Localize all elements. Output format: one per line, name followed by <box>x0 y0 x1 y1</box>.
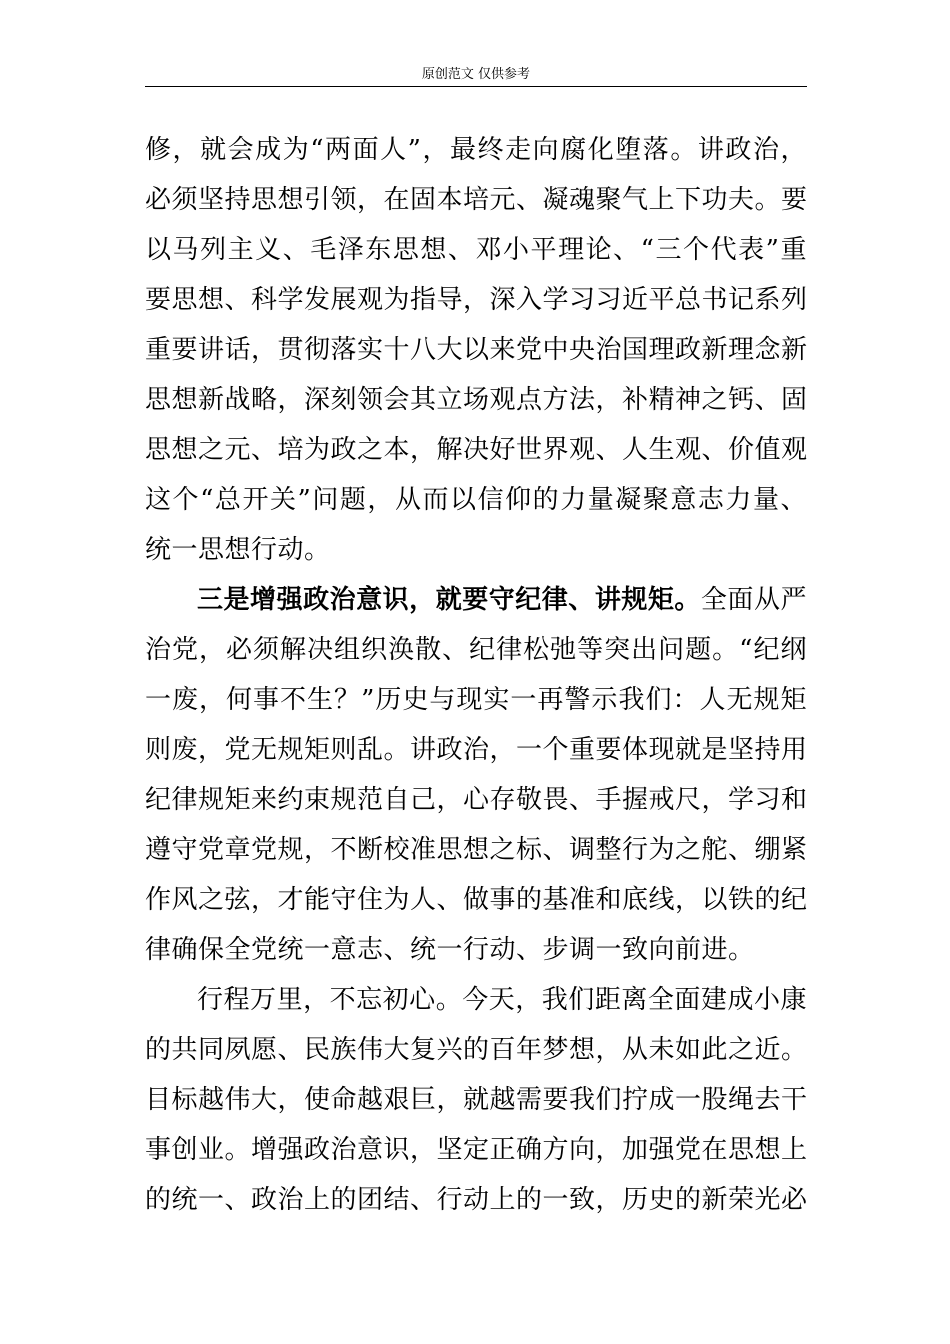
text-line: 这个“总开关”问题，从而以信仰的力量凝聚意志力量、 <box>145 485 807 515</box>
document-body <box>145 125 807 1225</box>
page-header <box>145 64 807 86</box>
text-line: 统一思想行动。 <box>145 535 331 565</box>
text-line: 事创业。增强政治意识，坚定正确方向，加强党在思想上 <box>145 1135 808 1165</box>
section-heading: 三是增强政治意识，就要守纪律、讲规矩。 <box>197 585 701 615</box>
heading-line-rest: 全面从严 <box>700 585 807 615</box>
text-line: 作风之弦，才能守住为人、做事的基准和底线，以铁的纪 <box>145 885 808 915</box>
text-line: 一废，何事不生？”历史与现实一再警示我们：人无规矩 <box>145 685 807 715</box>
text-line <box>145 575 807 625</box>
header-text: 原创范文 仅供参考 <box>421 67 531 82</box>
text-line: 以马列主义、毛泽东思想、邓小平理论、“三个代表”重 <box>145 235 807 265</box>
text-line: 要思想、科学发展观为指导，深入学习习近平总书记系列 <box>145 285 808 315</box>
text-line: 纪律规矩来约束规范自己，心存敬畏、手握戒尺，学习和 <box>145 785 808 815</box>
header-rule <box>145 86 807 87</box>
text-line: 行程万里，不忘初心。今天，我们距离全面建成小康 <box>197 985 807 1015</box>
text-line: 的统一、政治上的团结、行动上的一致，历史的新荣光必 <box>145 1185 808 1215</box>
text-line: 则废，党无规矩则乱。讲政治，一个重要体现就是坚持用 <box>145 735 808 765</box>
text-line: 思想新战略，深刻领会其立场观点方法，补精神之钙、固 <box>145 385 808 415</box>
paragraph-1 <box>145 125 807 575</box>
text-line: 目标越伟大，使命越艰巨，就越需要我们拧成一股绳去干 <box>145 1085 808 1115</box>
text-line: 重要讲话，贯彻落实十八大以来党中央治国理政新理念新 <box>145 335 808 365</box>
text-line: 修，就会成为“两面人”，最终走向腐化堕落。讲政治， <box>145 135 807 165</box>
paragraph-3 <box>145 975 807 1225</box>
paragraph-2 <box>145 575 807 975</box>
text-line: 律确保全党统一意志、统一行动、步调一致向前进。 <box>145 935 755 965</box>
text-line: 的共同夙愿、民族伟大复兴的百年梦想，从未如此之近。 <box>145 1035 808 1065</box>
text-line: 治党，必须解决组织涣散、纪律松弛等突出问题。“纪纲 <box>145 635 807 665</box>
text-line: 必须坚持思想引领，在固本培元、凝魂聚气上下功夫。要 <box>145 185 808 215</box>
text-line: 思想之元、培为政之本，解决好世界观、人生观、价值观 <box>145 435 808 465</box>
text-line: 遵守党章党规，不断校准思想之标、调整行为之舵、绷紧 <box>145 835 808 865</box>
